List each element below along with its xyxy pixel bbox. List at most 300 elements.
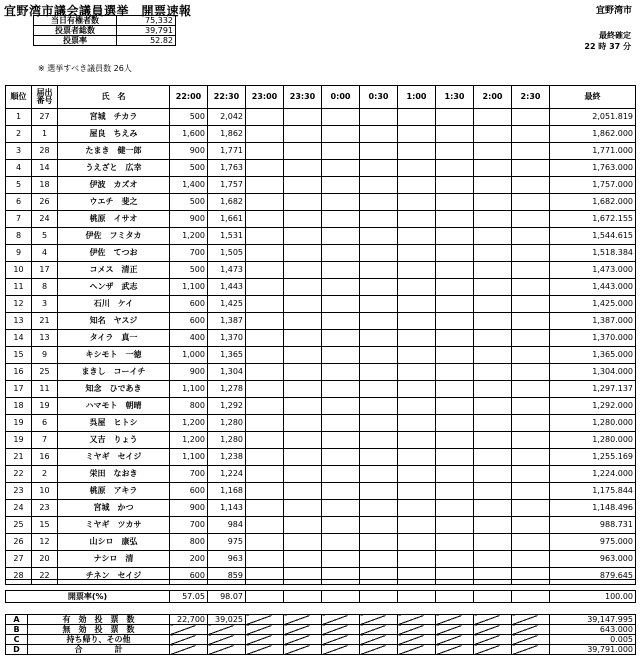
number-cell: 2 (32, 466, 58, 483)
candidate-name: うえざと 広幸 (58, 160, 170, 177)
empty-cell (512, 432, 550, 449)
number-cell: 5 (32, 228, 58, 245)
empty-cell (322, 330, 360, 347)
empty-cell (284, 143, 322, 160)
empty-cell (284, 211, 322, 228)
hatched-cell (360, 625, 398, 635)
totals-label: 合 計 (28, 645, 170, 655)
final-votes: 1,370.000 (550, 330, 636, 347)
empty-cell (398, 160, 436, 177)
empty-cell (512, 313, 550, 330)
votes-2200: 500 (170, 160, 208, 177)
empty-cell (512, 262, 550, 279)
votes-2200: 500 (170, 262, 208, 279)
empty-cell (398, 568, 436, 585)
table-row (6, 500, 636, 517)
rank-cell: 22 (6, 466, 32, 483)
rank-cell: 4 (6, 160, 32, 177)
empty-cell (436, 483, 474, 500)
votes-2230: 1,292 (208, 398, 246, 415)
header-final: 最終 (550, 86, 636, 109)
table-row (6, 262, 636, 279)
empty-cell (474, 347, 512, 364)
empty-cell (284, 381, 322, 398)
header-rank: 順位 (6, 86, 32, 109)
summary-label: 当日有権者数 (34, 16, 117, 26)
empty-cell (360, 296, 398, 313)
table-row (6, 160, 636, 177)
votes-2230: 1,238 (208, 449, 246, 466)
table-row (6, 398, 636, 415)
empty-cell (360, 364, 398, 381)
final-votes: 1,443.000 (550, 279, 636, 296)
final-votes: 988.731 (550, 517, 636, 534)
rank-cell: 28 (6, 568, 32, 585)
header-time: 22:00 (170, 86, 208, 109)
votes-2200: 600 (170, 313, 208, 330)
hatched-cell (208, 625, 246, 635)
number-cell: 15 (32, 517, 58, 534)
empty-cell (322, 228, 360, 245)
count-rate-row (6, 591, 636, 603)
empty-cell (398, 228, 436, 245)
number-cell: 11 (32, 381, 58, 398)
number-cell: 16 (32, 449, 58, 466)
empty-cell (322, 313, 360, 330)
empty-cell (512, 551, 550, 568)
final-votes: 1,862.000 (550, 126, 636, 143)
votes-2200: 900 (170, 211, 208, 228)
number-cell: 8 (32, 279, 58, 296)
number-cell: 28 (32, 143, 58, 160)
hatched-cell (436, 615, 474, 625)
empty-cell (512, 415, 550, 432)
empty-cell (246, 432, 284, 449)
votes-2200: 1,400 (170, 177, 208, 194)
empty-cell (246, 483, 284, 500)
votes-2200: 1,100 (170, 381, 208, 398)
totals-code: C (6, 635, 28, 645)
empty-cell (474, 228, 512, 245)
number-cell: 13 (32, 330, 58, 347)
empty-cell (436, 330, 474, 347)
totals-final: 39,791.000 (550, 645, 636, 655)
table-row (6, 143, 636, 160)
count-rate-final: 100.00 (550, 591, 636, 603)
empty-cell (322, 279, 360, 296)
votes-2200: 700 (170, 245, 208, 262)
rank-cell: 5 (6, 177, 32, 194)
seats-note: ※ 選挙すべき議員数 26人 (38, 64, 132, 73)
number-cell: 4 (32, 245, 58, 262)
candidate-name: ヘンザ 武志 (58, 279, 170, 296)
results-table (5, 85, 636, 585)
empty-cell (512, 160, 550, 177)
empty-cell (512, 347, 550, 364)
empty-cell (246, 262, 284, 279)
empty-cell (398, 415, 436, 432)
empty-cell (474, 381, 512, 398)
empty-cell (246, 109, 284, 126)
empty-cell (322, 177, 360, 194)
empty-cell (284, 330, 322, 347)
empty-cell (284, 160, 322, 177)
table-row (6, 534, 636, 551)
table-row (6, 568, 636, 585)
empty-cell (398, 466, 436, 483)
empty-cell (322, 483, 360, 500)
totals-final: 643.000 (550, 625, 636, 635)
final-votes: 975.000 (550, 534, 636, 551)
rank-cell: 26 (6, 534, 32, 551)
candidate-name: コメス 清正 (58, 262, 170, 279)
votes-2230: 1,425 (208, 296, 246, 313)
empty-cell (512, 109, 550, 126)
votes-2230: 1,473 (208, 262, 246, 279)
empty-cell (474, 313, 512, 330)
hatched-cell (170, 625, 208, 635)
totals-row (6, 625, 636, 635)
rank-cell: 18 (6, 398, 32, 415)
empty-cell (246, 500, 284, 517)
empty-cell (398, 517, 436, 534)
empty-cell (322, 551, 360, 568)
final-votes: 1,518.384 (550, 245, 636, 262)
empty-cell (436, 449, 474, 466)
empty-cell (322, 143, 360, 160)
rank-cell: 15 (6, 347, 32, 364)
votes-2230: 1,304 (208, 364, 246, 381)
empty-cell (512, 568, 550, 585)
empty-cell (474, 432, 512, 449)
candidate-name: ミヤギ ツカサ (58, 517, 170, 534)
rank-cell: 12 (6, 296, 32, 313)
empty-cell (474, 245, 512, 262)
hatched-cell (360, 645, 398, 655)
candidate-name: 屋良 ちえみ (58, 126, 170, 143)
empty-cell (512, 534, 550, 551)
empty-cell (246, 347, 284, 364)
empty-cell (474, 211, 512, 228)
empty-cell (322, 415, 360, 432)
votes-2200: 1,600 (170, 126, 208, 143)
empty-cell (474, 534, 512, 551)
number-cell: 9 (32, 347, 58, 364)
hatched-cell (322, 615, 360, 625)
empty-cell (322, 591, 360, 603)
header-time: 23:30 (284, 86, 322, 109)
empty-cell (436, 466, 474, 483)
empty-cell (360, 347, 398, 364)
empty-cell (436, 381, 474, 398)
rank-cell: 6 (6, 194, 32, 211)
hatched-cell (284, 645, 322, 655)
table-row (6, 177, 636, 194)
number-cell: 22 (32, 568, 58, 585)
final-votes: 1,425.000 (550, 296, 636, 313)
summary-value: 75,332 (117, 16, 176, 26)
table-row (6, 126, 636, 143)
table-row (6, 551, 636, 568)
number-cell: 26 (32, 194, 58, 211)
candidate-name: 山シロ 康弘 (58, 534, 170, 551)
empty-cell (284, 279, 322, 296)
final-votes: 1,304.000 (550, 364, 636, 381)
votes-2200: 600 (170, 483, 208, 500)
number-cell: 14 (32, 160, 58, 177)
summary-row (34, 36, 176, 46)
empty-cell (436, 126, 474, 143)
empty-cell (360, 126, 398, 143)
table-row (6, 466, 636, 483)
empty-cell (474, 262, 512, 279)
empty-cell (398, 262, 436, 279)
empty-cell (474, 194, 512, 211)
hatched-cell (208, 635, 246, 645)
final-votes: 1,255.169 (550, 449, 636, 466)
votes-2230: 1,143 (208, 500, 246, 517)
status-time: 22 時 37 分 (584, 42, 631, 51)
candidate-name: 栄田 なおき (58, 466, 170, 483)
number-cell: 19 (32, 398, 58, 415)
candidate-name: ナシロ 清 (58, 551, 170, 568)
final-votes: 1,224.000 (550, 466, 636, 483)
votes-2230: 963 (208, 551, 246, 568)
empty-cell (512, 194, 550, 211)
empty-cell (436, 432, 474, 449)
empty-cell (398, 177, 436, 194)
empty-cell (474, 568, 512, 585)
empty-cell (284, 364, 322, 381)
header-time: 23:00 (246, 86, 284, 109)
empty-cell (436, 313, 474, 330)
totals-final: 39,147.995 (550, 615, 636, 625)
number-cell: 27 (32, 109, 58, 126)
rank-cell: 25 (6, 517, 32, 534)
empty-cell (474, 517, 512, 534)
hatched-cell (512, 635, 550, 645)
empty-cell (398, 364, 436, 381)
header-time: 1:30 (436, 86, 474, 109)
header-time: 1:00 (398, 86, 436, 109)
candidate-name: 知念 ひであき (58, 381, 170, 398)
final-votes: 2,051.819 (550, 109, 636, 126)
totals-row (6, 635, 636, 645)
header-number: 届出番号 (32, 86, 58, 109)
rank-cell: 14 (6, 330, 32, 347)
empty-cell (360, 432, 398, 449)
empty-cell (284, 568, 322, 585)
empty-cell (360, 109, 398, 126)
candidate-name: 桃原 アキラ (58, 483, 170, 500)
totals-row (6, 645, 636, 655)
empty-cell (436, 211, 474, 228)
empty-cell (284, 500, 322, 517)
hatched-cell (398, 625, 436, 635)
empty-cell (246, 466, 284, 483)
votes-2230: 1,168 (208, 483, 246, 500)
empty-cell (398, 534, 436, 551)
number-cell: 3 (32, 296, 58, 313)
empty-cell (360, 330, 398, 347)
totals-label: 持ち帰り、その他 (28, 635, 170, 645)
candidate-name: 知名 ヤスジ (58, 313, 170, 330)
hatched-cell (436, 645, 474, 655)
votes-2230: 1,862 (208, 126, 246, 143)
empty-cell (360, 415, 398, 432)
final-votes: 1,280.000 (550, 415, 636, 432)
empty-cell (436, 415, 474, 432)
votes-2230: 1,387 (208, 313, 246, 330)
totals-code: D (6, 645, 28, 655)
votes-2200: 800 (170, 534, 208, 551)
rank-cell: 2 (6, 126, 32, 143)
empty-cell (512, 245, 550, 262)
empty-cell (512, 449, 550, 466)
empty-cell (246, 211, 284, 228)
table-row (6, 313, 636, 330)
votes-2230: 984 (208, 517, 246, 534)
empty-cell (436, 364, 474, 381)
empty-cell (512, 398, 550, 415)
number-cell: 24 (32, 211, 58, 228)
empty-cell (398, 313, 436, 330)
totals-label: 有 効 投 票 数 (28, 615, 170, 625)
votes-2230: 1,771 (208, 143, 246, 160)
empty-cell (322, 194, 360, 211)
empty-cell (246, 279, 284, 296)
empty-cell (246, 568, 284, 585)
table-row (6, 364, 636, 381)
empty-cell (360, 534, 398, 551)
empty-cell (398, 432, 436, 449)
hatched-cell (246, 625, 284, 635)
hatched-cell (474, 635, 512, 645)
empty-cell (436, 500, 474, 517)
votes-2230: 1,278 (208, 381, 246, 398)
final-votes: 1,757.000 (550, 177, 636, 194)
final-votes: 1,148.496 (550, 500, 636, 517)
count-rate-value: 98.07 (208, 591, 246, 603)
totals-value: 39,025 (208, 615, 246, 625)
candidate-name: ミヤギ セイジ (58, 449, 170, 466)
empty-cell (398, 211, 436, 228)
empty-cell (322, 364, 360, 381)
empty-cell (398, 126, 436, 143)
empty-cell (512, 296, 550, 313)
hatched-cell (284, 625, 322, 635)
empty-cell (474, 415, 512, 432)
empty-cell (398, 398, 436, 415)
page-title: 宜野湾市議会議員選挙 開票速報 (4, 4, 192, 18)
number-cell: 17 (32, 262, 58, 279)
vote-totals-table (5, 614, 636, 655)
candidate-name: 石川 ケイ (58, 296, 170, 313)
empty-cell (246, 160, 284, 177)
empty-cell (322, 517, 360, 534)
count-rate-label: 開票率(%) (6, 591, 170, 603)
number-cell: 1 (32, 126, 58, 143)
candidate-name: たまき 健一郎 (58, 143, 170, 160)
hatched-cell (284, 635, 322, 645)
candidate-name: 宮城 チカラ (58, 109, 170, 126)
empty-cell (436, 568, 474, 585)
final-votes: 1,175.844 (550, 483, 636, 500)
empty-cell (246, 534, 284, 551)
empty-cell (246, 194, 284, 211)
empty-cell (436, 296, 474, 313)
empty-cell (284, 347, 322, 364)
hatched-cell (474, 615, 512, 625)
table-row (6, 279, 636, 296)
empty-cell (398, 245, 436, 262)
votes-2200: 1,100 (170, 279, 208, 296)
empty-cell (322, 109, 360, 126)
hatched-cell (208, 645, 246, 655)
empty-cell (246, 126, 284, 143)
empty-cell (474, 330, 512, 347)
number-cell: 18 (32, 177, 58, 194)
hatched-cell (284, 615, 322, 625)
empty-cell (246, 177, 284, 194)
votes-2230: 1,757 (208, 177, 246, 194)
votes-2230: 2,042 (208, 109, 246, 126)
empty-cell (474, 279, 512, 296)
summary-label: 投票率 (34, 36, 117, 46)
empty-cell (512, 143, 550, 160)
empty-cell (512, 517, 550, 534)
count-rate-value: 57.05 (170, 591, 208, 603)
votes-2200: 1,200 (170, 228, 208, 245)
empty-cell (360, 211, 398, 228)
empty-cell (360, 262, 398, 279)
votes-2230: 1,224 (208, 466, 246, 483)
empty-cell (512, 364, 550, 381)
hatched-cell (474, 645, 512, 655)
empty-cell (398, 483, 436, 500)
votes-2200: 1,100 (170, 449, 208, 466)
hatched-cell (246, 645, 284, 655)
totals-label: 無 効 投 票 数 (28, 625, 170, 635)
empty-cell (322, 466, 360, 483)
empty-cell (246, 364, 284, 381)
number-cell: 25 (32, 364, 58, 381)
empty-cell (360, 228, 398, 245)
empty-cell (246, 143, 284, 160)
hatched-cell (436, 625, 474, 635)
candidate-name: チネン セイジ (58, 568, 170, 585)
rank-cell: 10 (6, 262, 32, 279)
votes-2230: 1,370 (208, 330, 246, 347)
empty-cell (284, 483, 322, 500)
empty-cell (246, 228, 284, 245)
votes-2230: 1,531 (208, 228, 246, 245)
final-votes: 1,280.000 (550, 432, 636, 449)
empty-cell (322, 245, 360, 262)
summary-value: 52.82 (117, 36, 176, 46)
empty-cell (322, 449, 360, 466)
empty-cell (360, 160, 398, 177)
candidate-name: まきし コーイチ (58, 364, 170, 381)
header-time: 2:30 (512, 86, 550, 109)
votes-2200: 600 (170, 296, 208, 313)
empty-cell (512, 279, 550, 296)
summary-row (34, 26, 176, 36)
empty-cell (398, 296, 436, 313)
empty-cell (322, 211, 360, 228)
empty-cell (436, 591, 474, 603)
empty-cell (284, 449, 322, 466)
